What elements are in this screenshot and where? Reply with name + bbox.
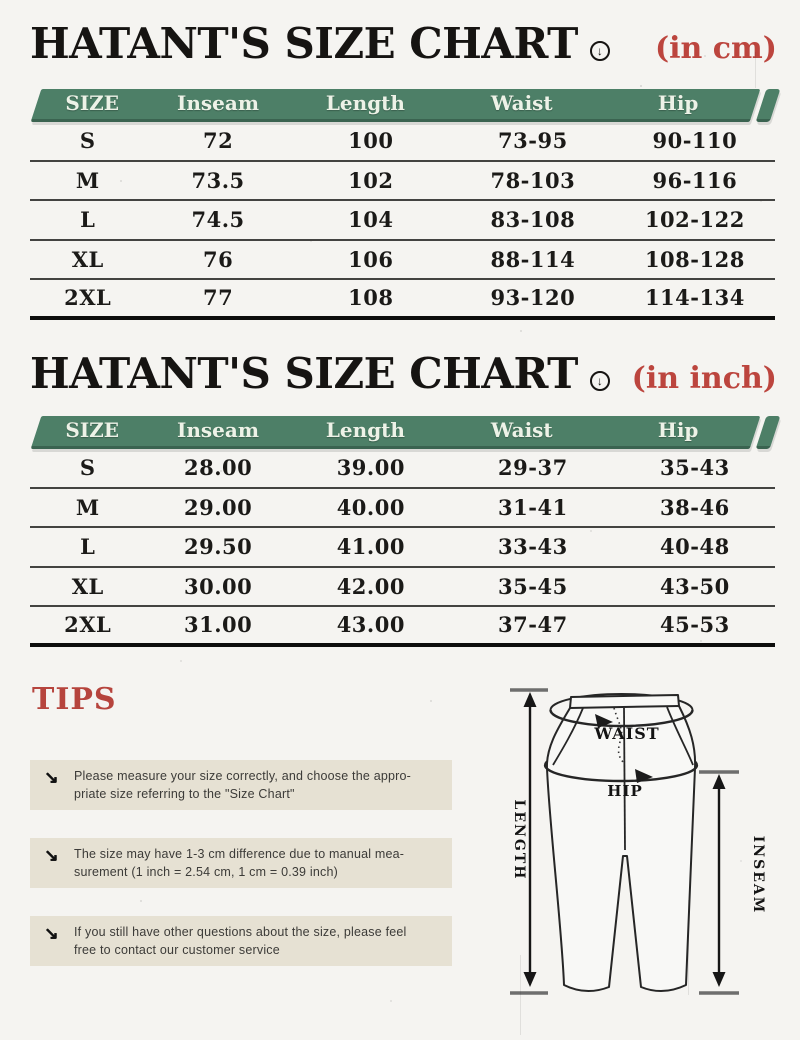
scan-artifact bbox=[688, 900, 689, 995]
cell-length: 104 bbox=[348, 207, 394, 233]
cell-waist: 29-37 bbox=[498, 455, 568, 481]
table-header-inch bbox=[30, 416, 775, 449]
tip-text-line: priate size referring to the "Size Chart" bbox=[74, 787, 295, 802]
page-title-cm: HATANT'S SIZE CHART bbox=[30, 19, 578, 68]
table-row bbox=[30, 122, 775, 162]
table-row bbox=[30, 607, 775, 647]
cell-inseam: 72 bbox=[202, 128, 234, 154]
tip-text-line: surement (1 inch = 2.54 cm, 1 cm = 0.39 inch) bbox=[74, 865, 338, 880]
cell-inseam: 29.00 bbox=[183, 494, 253, 520]
cell-size: L bbox=[80, 207, 96, 233]
cell-size: M bbox=[75, 494, 100, 520]
size-table-inch bbox=[30, 449, 775, 647]
cell-length: 41.00 bbox=[336, 534, 405, 560]
cell-length: 108 bbox=[348, 285, 394, 311]
tip-text-line: If you still have other questions about the size, please feel bbox=[74, 925, 407, 939]
tip-item bbox=[30, 916, 452, 966]
cell-size: S bbox=[79, 455, 96, 481]
column-header-size: SIZE bbox=[65, 91, 120, 115]
cell-length: 100 bbox=[348, 128, 394, 154]
down-right-arrow-icon: ↘ bbox=[44, 924, 59, 943]
cell-hip: 114-134 bbox=[644, 285, 745, 311]
cell-hip: 45-53 bbox=[660, 612, 730, 638]
tip-item bbox=[30, 838, 452, 888]
cell-hip: 38-46 bbox=[660, 494, 730, 520]
inseam-arrowhead-up bbox=[713, 774, 726, 789]
cell-size: S bbox=[79, 128, 96, 154]
cell-size: XL bbox=[71, 573, 104, 599]
table-header-cells bbox=[36, 89, 755, 119]
table-header-cm bbox=[30, 89, 775, 122]
cell-size: L bbox=[80, 534, 96, 560]
down-right-arrow-icon: ↘ bbox=[44, 768, 59, 787]
page-title-inch: HATANT'S SIZE CHART bbox=[30, 349, 578, 398]
waist-label: WAIST bbox=[594, 724, 660, 743]
tip-text-line: The size may have 1-3 cm difference due to manual mea- bbox=[74, 847, 405, 861]
column-header-hip: Hip bbox=[657, 418, 699, 442]
tip-text-line: Please measure your size correctly, and choose the appro- bbox=[74, 769, 412, 783]
cell-waist: 83-108 bbox=[490, 207, 576, 233]
cell-inseam: 77 bbox=[202, 285, 234, 311]
cell-hip: 90-110 bbox=[652, 128, 738, 154]
scan-artifact bbox=[520, 955, 521, 1035]
unit-label-cm: (in cm) bbox=[654, 31, 777, 66]
title-row-cm bbox=[30, 19, 777, 68]
down-arrow-glyph: ↓ bbox=[596, 374, 603, 388]
column-header-length: Length bbox=[325, 418, 405, 442]
table-row bbox=[30, 280, 775, 320]
hip-label: HIP bbox=[607, 782, 643, 800]
cell-inseam: 31.00 bbox=[183, 612, 253, 638]
cell-size: XL bbox=[71, 246, 104, 272]
tip-text-line: free to contact our customer service bbox=[74, 943, 280, 958]
unit-label-inch: (in inch) bbox=[631, 361, 777, 396]
tips-heading: TIPS bbox=[32, 682, 117, 717]
cell-waist: 35-45 bbox=[498, 573, 568, 599]
size-table-cm bbox=[30, 122, 775, 320]
cell-hip: 108-128 bbox=[644, 246, 745, 272]
cell-size: 2XL bbox=[64, 612, 112, 638]
table-row bbox=[30, 449, 775, 489]
table-row bbox=[30, 489, 775, 529]
column-header-waist: Waist bbox=[490, 418, 553, 442]
table-header-bar bbox=[31, 416, 761, 449]
table-row bbox=[30, 162, 775, 202]
table-header-cells bbox=[36, 416, 755, 446]
length-arrowhead-up bbox=[524, 692, 537, 707]
length-label: LENGTH bbox=[511, 799, 527, 881]
down-arrow-glyph: ↓ bbox=[596, 44, 603, 58]
column-header-length: Length bbox=[325, 91, 405, 115]
table-row bbox=[30, 528, 775, 568]
cell-length: 42.00 bbox=[336, 573, 405, 599]
cell-length: 102 bbox=[348, 167, 394, 193]
cell-length: 40.00 bbox=[336, 494, 405, 520]
title-row-inch bbox=[30, 349, 777, 398]
column-header-size: SIZE bbox=[65, 418, 120, 442]
down-right-arrow-icon: ↘ bbox=[44, 846, 59, 865]
cell-length: 106 bbox=[348, 246, 394, 272]
cell-hip: 96-116 bbox=[652, 167, 738, 193]
column-header-hip: Hip bbox=[657, 91, 699, 115]
column-header-inseam: Inseam bbox=[177, 418, 260, 442]
table-header-bar-end bbox=[756, 416, 781, 449]
cell-size: 2XL bbox=[64, 285, 112, 311]
cell-waist: 33-43 bbox=[498, 534, 568, 560]
cell-waist: 37-47 bbox=[498, 612, 568, 638]
cell-waist: 73-95 bbox=[498, 128, 568, 154]
scan-artifact bbox=[755, 52, 756, 88]
cell-length: 39.00 bbox=[336, 455, 405, 481]
cell-hip: 102-122 bbox=[644, 207, 745, 233]
cell-inseam: 76 bbox=[202, 246, 234, 272]
cell-inseam: 29.50 bbox=[183, 534, 253, 560]
cell-length: 43.00 bbox=[336, 612, 405, 638]
paper-noise bbox=[120, 180, 122, 182]
cell-size: M bbox=[75, 167, 100, 193]
cell-waist: 31-41 bbox=[498, 494, 568, 520]
table-row bbox=[30, 241, 775, 281]
column-header-waist: Waist bbox=[490, 91, 553, 115]
table-row bbox=[30, 568, 775, 608]
table-row bbox=[30, 201, 775, 241]
length-arrowhead-down bbox=[524, 972, 537, 987]
cell-waist: 78-103 bbox=[490, 167, 576, 193]
table-header-bar bbox=[31, 89, 761, 122]
inseam-label: INSEAM bbox=[750, 835, 766, 915]
title-group-inch bbox=[30, 349, 610, 398]
cell-hip: 40-48 bbox=[660, 534, 730, 560]
cell-waist: 88-114 bbox=[490, 246, 576, 272]
title-group-cm bbox=[30, 19, 610, 68]
column-header-inseam: Inseam bbox=[177, 91, 260, 115]
cell-inseam: 73.5 bbox=[191, 167, 245, 193]
tip-item bbox=[30, 760, 452, 810]
cell-hip: 35-43 bbox=[660, 455, 730, 481]
inseam-arrowhead-down bbox=[713, 972, 726, 987]
table-header-bar-end bbox=[756, 89, 781, 122]
circled-down-arrow-icon bbox=[590, 41, 610, 61]
cell-waist: 93-120 bbox=[490, 285, 576, 311]
cell-inseam: 28.00 bbox=[183, 455, 253, 481]
cell-hip: 43-50 bbox=[660, 573, 730, 599]
circled-down-arrow-icon bbox=[590, 371, 610, 391]
cell-inseam: 30.00 bbox=[183, 573, 253, 599]
cell-inseam: 74.5 bbox=[191, 207, 245, 233]
pants-measurement-diagram bbox=[490, 680, 790, 1010]
